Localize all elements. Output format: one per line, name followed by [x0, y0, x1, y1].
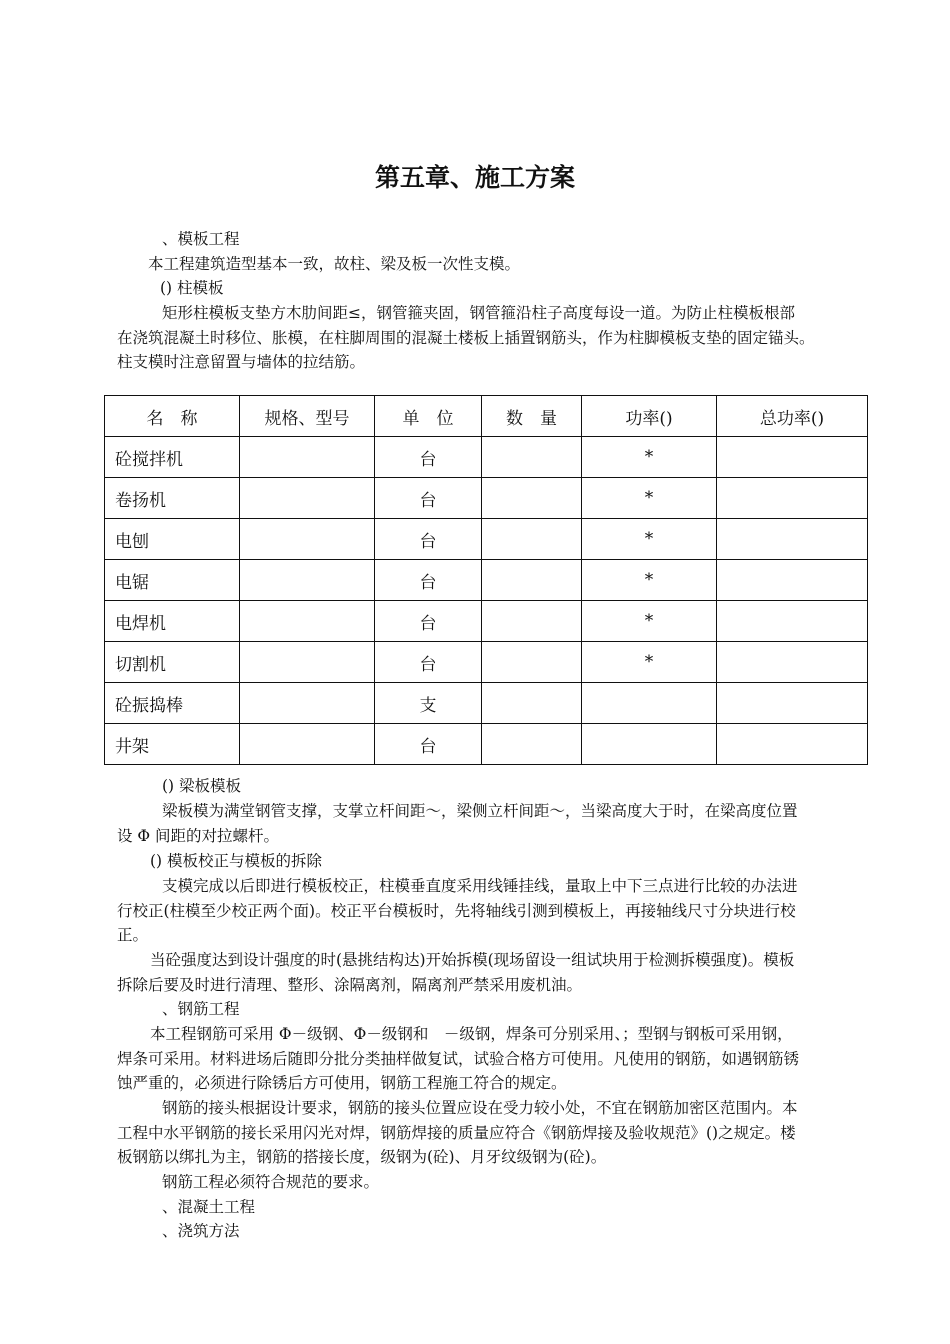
formwork-intro: 本工程建筑造型基本一致，故柱、梁及板一次性支模。	[148, 255, 521, 273]
cell-power: *	[582, 560, 717, 601]
cell-qty	[482, 437, 582, 478]
equipment-table	[104, 395, 868, 765]
header-spec: 规格、型号	[240, 396, 375, 437]
cell-name: 电锯	[105, 560, 240, 601]
cell-qty	[482, 478, 582, 519]
header-qty: 数 量	[482, 396, 582, 437]
table-row	[105, 519, 868, 560]
cell-qty	[482, 642, 582, 683]
header-power: 功率()	[582, 396, 717, 437]
header-total-power: 总功率()	[717, 396, 868, 437]
cell-power: *	[582, 478, 717, 519]
cell-total	[717, 683, 868, 724]
cell-name: 电刨	[105, 519, 240, 560]
section-heading-concrete: 、混凝土工程	[162, 1198, 256, 1216]
cell-total	[717, 478, 868, 519]
cell-total	[717, 724, 868, 765]
cell-spec	[240, 642, 375, 683]
rebar-para2-line-1: 钢筋的接头根据设计要求，钢筋的接头位置应设在受力较小处，不宜在钢筋加密区范围内。本	[162, 1099, 798, 1117]
cell-power	[582, 724, 717, 765]
rebar-para1-line-1: 本工程钢筋可采用 Φ－级钢、Φ－级钢和 －级钢，焊条可分别采用、；型钢与钢板可采用钢，	[150, 1025, 793, 1043]
cell-total	[717, 519, 868, 560]
table-row	[105, 560, 868, 601]
table-row	[105, 724, 868, 765]
cell-qty	[482, 724, 582, 765]
cell-unit: 台	[375, 437, 482, 478]
column-para-line-3: 柱支模时注意留置与墙体的拉结筋。	[117, 353, 366, 371]
correction-para1-line-1: 支模完成以后即进行模板校正，柱模垂直度采用线锤挂线，量取上中下三点进行比较的办法进	[162, 877, 798, 895]
table-row	[105, 437, 868, 478]
cell-power: *	[582, 601, 717, 642]
correction-para1-line-3: 正。	[117, 926, 149, 944]
cell-total	[717, 642, 868, 683]
table-row	[105, 683, 868, 724]
cell-qty	[482, 683, 582, 724]
rebar-para2-line-2: 工程中水平钢筋的接长采用闪光对焊，钢筋焊接的质量应符合《钢筋焊接及验收规范》()之规定。楼	[117, 1124, 796, 1142]
rebar-para2-line-3: 板钢筋以绑扎为主，钢筋的搭接长度，级钢为(砼)、月牙纹级钢为(砼)。	[117, 1148, 607, 1166]
subheading-column-formwork: () 柱模板	[160, 279, 224, 297]
cell-total	[717, 437, 868, 478]
cell-unit: 台	[375, 560, 482, 601]
correction-para2-line-2: 拆除后要及时进行清理、整形、涂隔离剂，隔离剂严禁采用废机油。	[117, 976, 583, 994]
table-header-row	[105, 396, 868, 437]
cell-spec	[240, 519, 375, 560]
correction-para2-line-1: 当砼强度达到设计强度的时(悬挑结构达)开始拆模(现场留设一组试块用于检测拆模强度)。模板	[150, 951, 795, 969]
cell-spec	[240, 437, 375, 478]
cell-name: 砼振捣棒	[105, 683, 240, 724]
cell-qty	[482, 560, 582, 601]
cell-unit: 支	[375, 683, 482, 724]
cell-unit: 台	[375, 642, 482, 683]
rebar-para1-line-2: 焊条可采用。材料进场后随即分批分类抽样做复试，试验合格方可使用。凡使用的钢筋，如遇钢筋锈	[117, 1050, 800, 1068]
table-row	[105, 642, 868, 683]
cell-unit: 台	[375, 478, 482, 519]
cell-power	[582, 683, 717, 724]
cell-name: 卷扬机	[105, 478, 240, 519]
subheading-formwork-correction: () 模板校正与模板的拆除	[150, 852, 323, 870]
cell-spec	[240, 683, 375, 724]
cell-power: *	[582, 519, 717, 560]
subheading-beam-formwork: () 梁板模板	[162, 777, 242, 795]
cell-name: 井架	[105, 724, 240, 765]
beam-para-line-2: 设 Φ 间距的对拉螺杆。	[117, 827, 280, 845]
header-unit: 单 位	[375, 396, 482, 437]
column-para-line-1: 矩形柱模板支垫方木肋间距≤，钢管箍夹固，钢管箍沿柱子高度每设一道。为防止柱模板根部	[162, 304, 795, 322]
cell-total	[717, 560, 868, 601]
cell-unit: 台	[375, 519, 482, 560]
beam-para-line-1: 梁板模为满堂钢管支撑，支掌立杆间距～，梁侧立杆间距～，当梁高度大于时，在梁高度位置	[162, 802, 798, 820]
cell-power: *	[582, 437, 717, 478]
cell-name: 砼搅拌机	[105, 437, 240, 478]
rebar-para3: 钢筋工程必须符合规范的要求。	[162, 1173, 380, 1191]
rebar-para1-line-3: 蚀严重的，必须进行除锈后方可使用，钢筋工程施工符合的规定。	[117, 1074, 567, 1092]
section-heading-formwork: 、模板工程	[162, 230, 240, 248]
cell-spec	[240, 560, 375, 601]
cell-qty	[482, 519, 582, 560]
cell-unit: 台	[375, 724, 482, 765]
cell-spec	[240, 478, 375, 519]
cell-name: 切割机	[105, 642, 240, 683]
table-row	[105, 601, 868, 642]
table-row	[105, 478, 868, 519]
cell-power: *	[582, 642, 717, 683]
header-name: 名 称	[105, 396, 240, 437]
cell-spec	[240, 601, 375, 642]
column-para-line-2: 在浇筑混凝土时移位、胀模，在柱脚周围的混凝土楼板上插置钢筋头，作为柱脚模板支垫的固定锚头。	[117, 329, 815, 347]
cell-qty	[482, 601, 582, 642]
cell-unit: 台	[375, 601, 482, 642]
cell-spec	[240, 724, 375, 765]
correction-para1-line-2: 行校正(柱模至少校正两个面)。校正平台模板时，先将轴线引测到模板上，再接轴线尺寸分块进行校	[117, 902, 796, 920]
cell-total	[717, 601, 868, 642]
section-heading-rebar: 、钢筋工程	[162, 1000, 240, 1018]
subheading-pouring-method: 、浇筑方法	[162, 1222, 240, 1240]
cell-name: 电焊机	[105, 601, 240, 642]
page-title: 第五章、施工方案	[374, 163, 575, 192]
